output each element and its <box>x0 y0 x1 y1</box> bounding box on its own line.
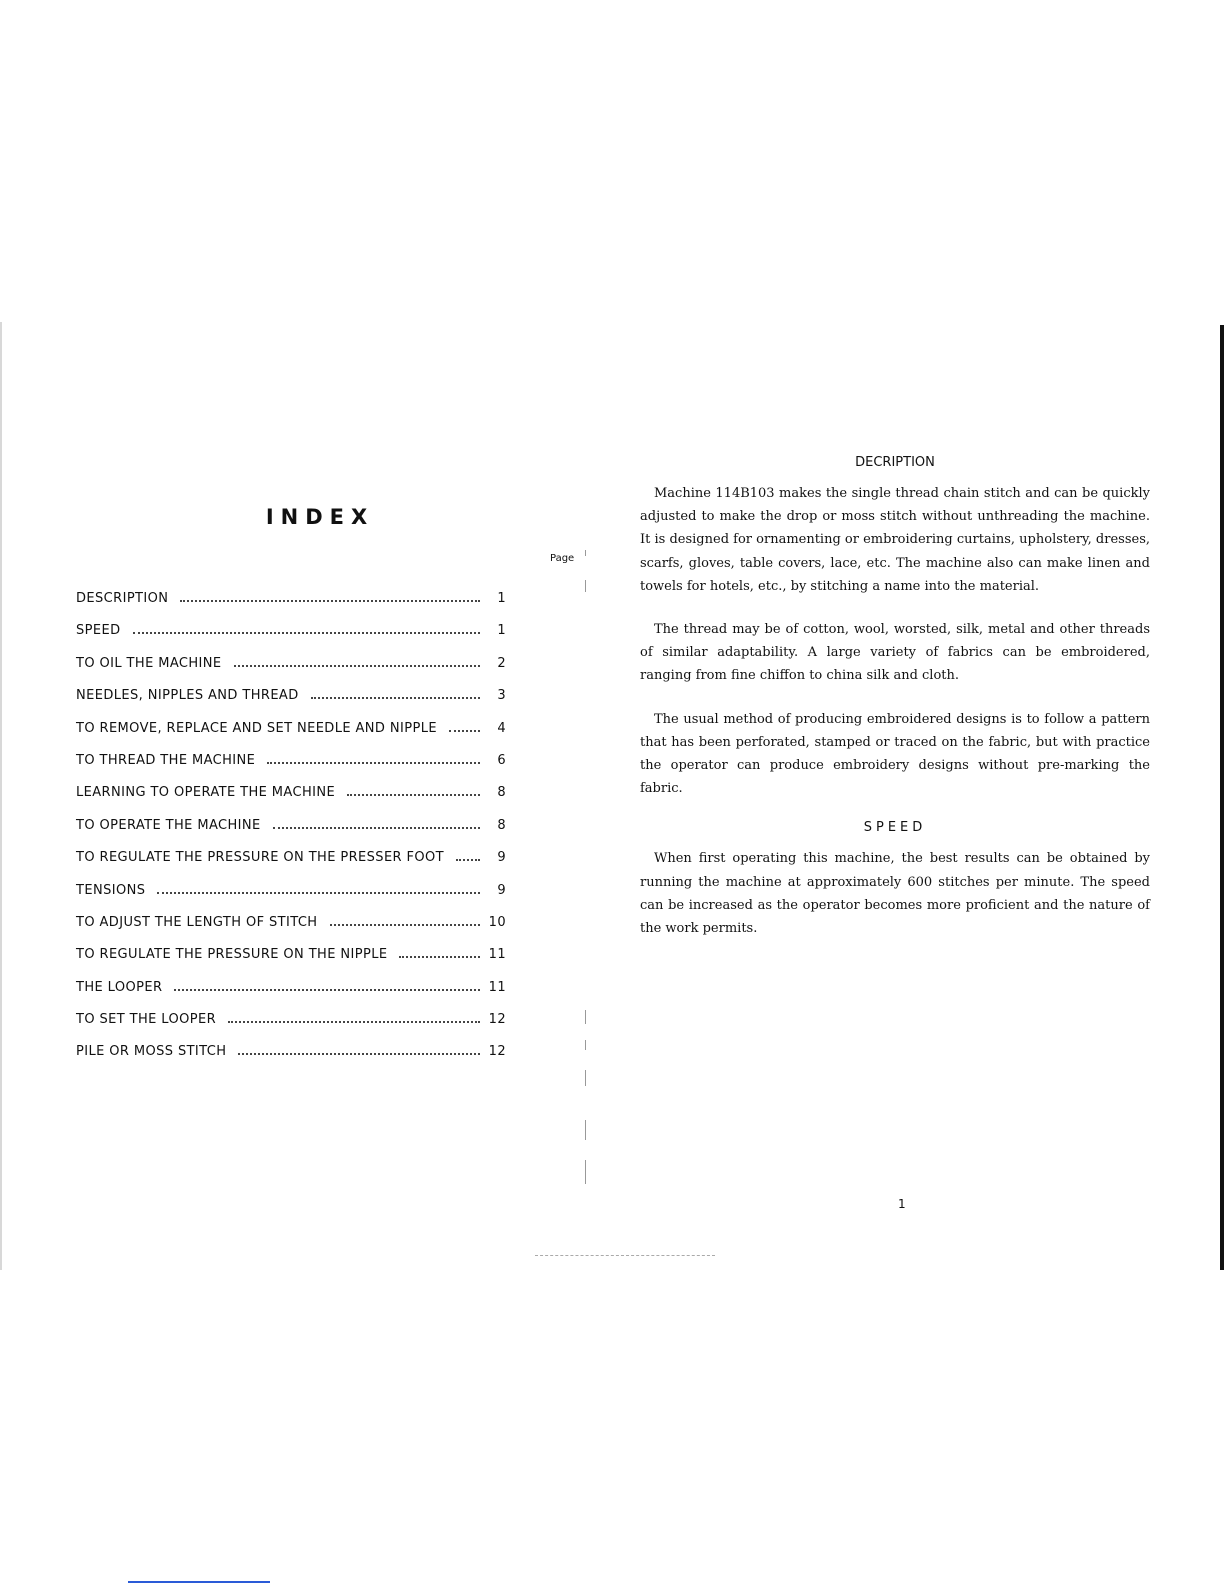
description-paragraph: The usual method of producing embroidered designs is to follow a pattern that has been perforated, stamped or traced on the fabric, but with practice the operator can produce embroidery designs without pre-marking the fabric. <box>640 711 1150 797</box>
scan-speck <box>585 1070 586 1086</box>
speed-paragraph: When first operating this machine, the best results can be obtained by running the machine at approximately 600 stitches per minute. The speed can be increased as the operator becomes more proficient and the nature of the work permits. <box>640 851 1150 937</box>
toc-entry <box>76 850 506 882</box>
scan-speck <box>585 1120 586 1140</box>
toc-entry-label: NEEDLES, NIPPLES AND THREAD <box>76 688 299 704</box>
toc-leader <box>238 1053 480 1055</box>
toc-leader <box>157 892 480 894</box>
toc-leader <box>174 989 480 991</box>
toc-entry-label: SPEED <box>76 623 121 639</box>
toc-entry <box>76 818 506 850</box>
toc-entry-label: TO OIL THE MACHINE <box>76 655 222 671</box>
toc-entry-label: PILE OR MOSS STITCH <box>76 1044 227 1060</box>
toc-entry-page: 10 <box>488 914 506 930</box>
toc-leader <box>180 600 480 602</box>
toc-leader <box>449 730 480 732</box>
toc-list <box>76 591 506 1077</box>
scan-edge-left <box>0 322 2 1270</box>
toc-entry-page: 9 <box>497 882 506 898</box>
toc-entry-page: 4 <box>497 720 506 736</box>
scan-speck <box>585 1010 586 1024</box>
toc-entry-label: THE LOOPER <box>76 979 163 995</box>
toc-leader <box>273 827 480 829</box>
toc-entry <box>76 980 506 1012</box>
toc-entry-page: 11 <box>488 947 506 963</box>
toc-entry-page: 1 <box>497 591 506 606</box>
toc-entry-label: TO SET THE LOOPER <box>76 1012 217 1028</box>
toc-entry-page: 6 <box>497 752 506 768</box>
toc-entry-page: 12 <box>488 1012 506 1028</box>
toc-entry <box>76 915 506 947</box>
toc-entry-label: TENSIONS <box>76 882 146 898</box>
toc-leader <box>311 697 480 699</box>
scan-speck <box>585 580 586 592</box>
scan-speck <box>585 550 586 556</box>
scan-specks <box>585 540 593 1200</box>
scan-speck <box>585 1040 586 1050</box>
toc-entry-page: 3 <box>497 688 506 704</box>
toc-leader <box>347 794 480 796</box>
toc-entry-page: 12 <box>488 1044 506 1060</box>
toc-entry-label: TO OPERATE THE MACHINE <box>76 817 261 833</box>
toc-leader <box>133 632 480 634</box>
toc-leader <box>234 665 480 667</box>
toc-entry <box>76 1044 506 1076</box>
scan-bottom-line <box>128 1581 270 1583</box>
toc-entry-label: LEARNING TO OPERATE THE MACHINE <box>76 785 336 801</box>
description-page <box>640 455 1150 960</box>
toc-leader <box>330 924 481 926</box>
description-heading: DECRIPTION <box>855 455 935 470</box>
scan-edge-right <box>1220 325 1224 1270</box>
page-number: 1 <box>898 1197 906 1211</box>
toc-entry-page: 8 <box>497 817 506 833</box>
toc-entry-label: TO ADJUST THE LENGTH OF STITCH <box>76 914 318 930</box>
scan-speck <box>585 1160 586 1184</box>
toc-entry-label: TO REMOVE, REPLACE AND SET NEEDLE AND NIPPLE <box>76 720 437 736</box>
speed-heading: SPEED <box>863 820 927 836</box>
toc-entry <box>76 623 506 655</box>
toc-entry <box>76 591 506 623</box>
toc-entry <box>76 1012 506 1044</box>
toc-entry-label: TO REGULATE THE PRESSURE ON THE PRESSER FOOT <box>76 850 445 866</box>
toc-entry-page: 2 <box>497 655 506 671</box>
toc-entry-page: 11 <box>488 979 506 995</box>
toc-leader <box>456 859 480 861</box>
description-paragraph: The thread may be of cotton, wool, worsted, silk, metal and other threads of similar adaptability. A large variety of fabrics can be embroidered, ranging from fine chiffon to china silk and cloth. <box>640 622 1150 684</box>
toc-leader <box>267 762 480 764</box>
toc-entry <box>76 785 506 817</box>
toc-entry-label: DESCRIPTION <box>76 591 169 606</box>
index-title: INDEX <box>265 505 375 529</box>
scan-noise <box>535 1252 715 1256</box>
description-paragraph: Machine 114B103 makes the single thread chain stitch and can be quickly adjusted to make the drop or moss stitch without unthreading the machine. It is designed for ornamenting or embroidering curtains, upholstery, dresses, scarfs, gloves, table covers, lace, etc. The machine also can make linen and towels for hotels, etc., by stitching a name into the material. <box>640 486 1150 594</box>
toc-entry-label: TO REGULATE THE PRESSURE ON THE NIPPLE <box>76 947 388 963</box>
toc-entry <box>76 721 506 753</box>
page-column-label: Page <box>550 553 575 564</box>
toc-entry-page: 8 <box>497 785 506 801</box>
toc-entry <box>76 688 506 720</box>
toc-entry-label: TO THREAD THE MACHINE <box>76 752 256 768</box>
toc-entry <box>76 656 506 688</box>
toc-leader <box>228 1021 480 1023</box>
toc-leader <box>399 956 480 958</box>
toc-entry <box>76 883 506 915</box>
toc-entry <box>76 947 506 979</box>
toc-entry <box>76 753 506 785</box>
toc-entry-page: 1 <box>497 623 506 639</box>
toc-entry-page: 9 <box>497 850 506 866</box>
